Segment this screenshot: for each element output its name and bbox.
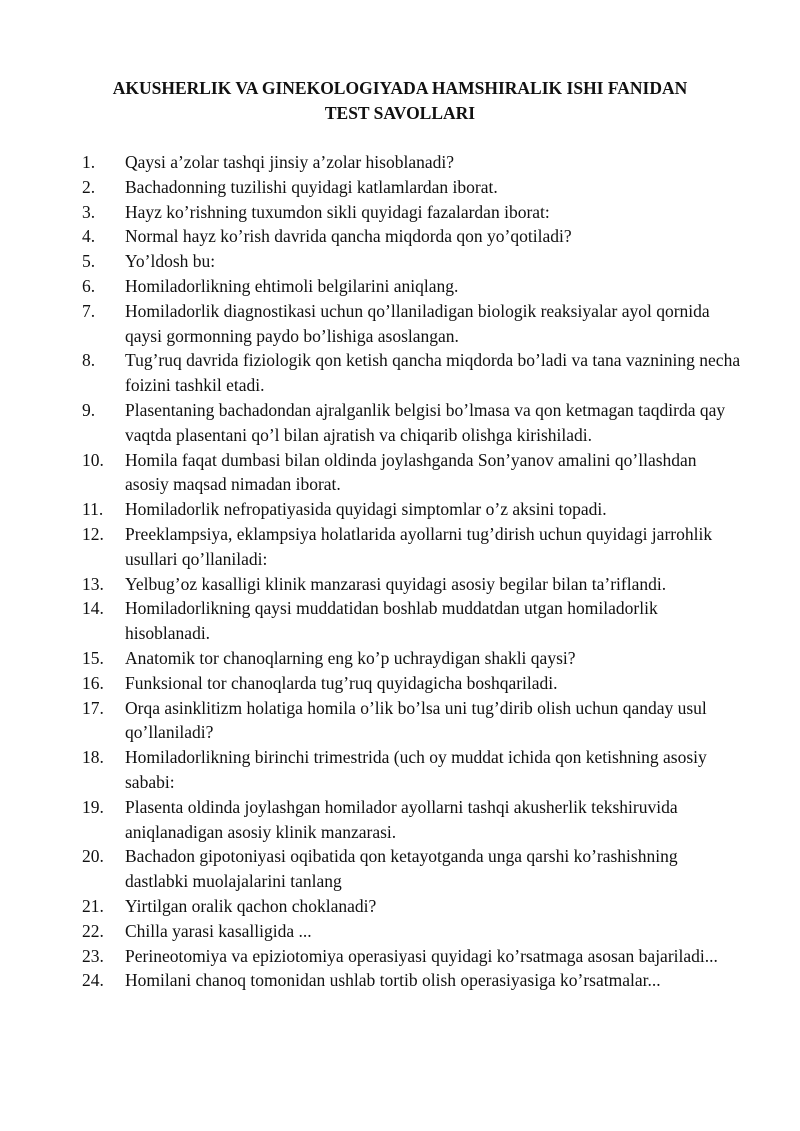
list-item <box>82 671 742 696</box>
question-text: Homila faqat dumbasi bilan oldinda joylashganda Son’yanov amalini qo’llashdan asosiy maqsad nimadan iborat. <box>125 449 697 495</box>
question-number: 11. <box>82 499 104 520</box>
title-line-1: AKUSHERLIK VA GINEKOLOGIYADA HAMSHIRALIK ISHI FANIDAN <box>112 78 688 98</box>
question-number: 23. <box>82 945 104 966</box>
list-item <box>82 968 742 993</box>
question-text: Qaysi a’zolar tashqi jinsiy a’zolar hisoblanadi? <box>125 152 454 172</box>
question-text: Bachadonning tuzilishi quyidagi katlamlardan iborat. <box>125 176 498 197</box>
question-text: Yirtilgan oralik qachon choklanadi? <box>125 895 377 916</box>
question-text: Plasentaning bachadondan ajralganlik belgisi bo’lmasa va qon ketmagan taqdirda qay vaqtda plasentani qo’l bilan ajratish va chiqarib olishga kirishiladi. <box>125 399 726 445</box>
question-text: Normal hayz ko’rish davrida qancha miqdorda qon yo’qotiladi? <box>125 226 572 247</box>
list-item <box>82 249 742 274</box>
question-number: 15. <box>82 647 104 668</box>
question-number: 19. <box>82 796 104 817</box>
question-number: 16. <box>82 672 104 693</box>
question-number: 5. <box>82 251 96 272</box>
question-number: 17. <box>82 697 104 718</box>
question-text: Orqa asinklitizm holatiga homila o’lik bo’lsa uni tug’dirib olish uchun qanday usul qo’llaniladi? <box>125 697 707 743</box>
list-item <box>82 944 742 969</box>
list-item <box>82 844 742 894</box>
question-number: 20. <box>82 846 104 867</box>
question-number: 8. <box>82 350 96 371</box>
question-number: 18. <box>82 747 104 768</box>
list-item <box>82 596 742 646</box>
document-title <box>60 76 740 126</box>
list-item <box>82 398 742 448</box>
question-list <box>82 150 742 993</box>
question-text: Tug’ruq davrida fiziologik qon ketish qancha miqdorda bo’ladi va tana vaznining necha foizini tashkil etadi. <box>125 350 741 396</box>
list-item <box>82 795 742 845</box>
question-number: 1. <box>82 152 96 172</box>
list-item <box>82 919 742 944</box>
question-text: Bachadon gipotoniyasi oqibatida qon ketayotganda unga qarshi ko’rashishning dastlabki muolajalarini tanlang <box>125 846 678 892</box>
list-item <box>82 646 742 671</box>
list-item <box>82 224 742 249</box>
list-item <box>82 696 742 746</box>
question-text: Homilani chanoq tomonidan ushlab tortib olish operasiyasiga ko’rsatmalar... <box>125 970 661 991</box>
question-number: 21. <box>82 895 104 916</box>
question-text: Anatomik tor chanoqlarning eng ko’p uchraydigan shakli qaysi? <box>125 647 576 668</box>
list-item <box>82 572 742 597</box>
question-number: 24. <box>82 970 104 991</box>
list-item <box>82 448 742 498</box>
list-item <box>82 745 742 795</box>
question-text: Yo’ldosh bu: <box>125 251 216 272</box>
question-number: 6. <box>82 275 96 296</box>
list-item <box>82 894 742 919</box>
question-number: 9. <box>82 399 96 420</box>
list-item <box>82 348 742 398</box>
question-number: 3. <box>82 201 96 222</box>
list-item <box>82 299 742 349</box>
question-text: Yelbug’oz kasalligi klinik manzarasi quyidagi asosiy begilar bilan ta’riflandi. <box>125 573 667 594</box>
question-number: 14. <box>82 598 104 619</box>
question-text: Perineotomiya va epiziotomiya operasiyasi quyidagi ko’rsatmaga asosan bajariladi... <box>125 945 718 966</box>
question-text: Homiladorlik diagnostikasi uchun qo’llaniladigan biologik reaksiyalar ayol qornida qaysi gormonning paydo bo’lishiga asoslangan. <box>125 300 710 346</box>
question-text: Plasenta oldinda joylashgan homilador ayollarni tashqi akusherlik tekshiruvida aniqlanadigan asosiy klinik manzarasi. <box>125 796 678 842</box>
question-number: 22. <box>82 920 104 941</box>
question-text: Preeklampsiya, eklampsiya holatlarida ayollarni tug’dirish uchun quyidagi jarrohlik usullari qo’llaniladi: <box>125 523 713 569</box>
question-text: Homiladorlik nefropatiyasida quyidagi simptomlar o’z aksini topadi. <box>125 499 607 520</box>
list-item <box>82 274 742 299</box>
question-number: 13. <box>82 573 104 594</box>
question-text: Funksional tor chanoqlarda tug’ruq quyidagicha boshqariladi. <box>125 672 558 693</box>
question-text: Homiladorlikning qaysi muddatidan boshlab muddatdan utgan homiladorlik hisoblanadi. <box>125 598 658 644</box>
question-text: Homiladorlikning birinchi trimestrida (uch oy muddat ichida qon ketishning asosiy sababi: <box>125 747 707 792</box>
question-number: 10. <box>82 449 104 470</box>
list-item <box>82 200 742 225</box>
question-text: Hayz ko’rishning tuxumdon sikli quyidagi fazalardan iborat: <box>125 201 550 222</box>
title-line-2: TEST SAVOLLARI <box>324 103 476 123</box>
question-number: 2. <box>82 176 96 197</box>
question-text: Homiladorlikning ehtimoli belgilarini aniqlang. <box>125 275 459 296</box>
question-number: 7. <box>82 300 96 321</box>
list-item <box>82 175 742 200</box>
list-item <box>82 522 742 572</box>
question-text: Chilla yarasi kasalligida ... <box>125 920 312 941</box>
list-item <box>82 150 742 175</box>
question-number: 12. <box>82 523 104 544</box>
question-number: 4. <box>82 226 96 247</box>
list-item <box>82 497 742 522</box>
